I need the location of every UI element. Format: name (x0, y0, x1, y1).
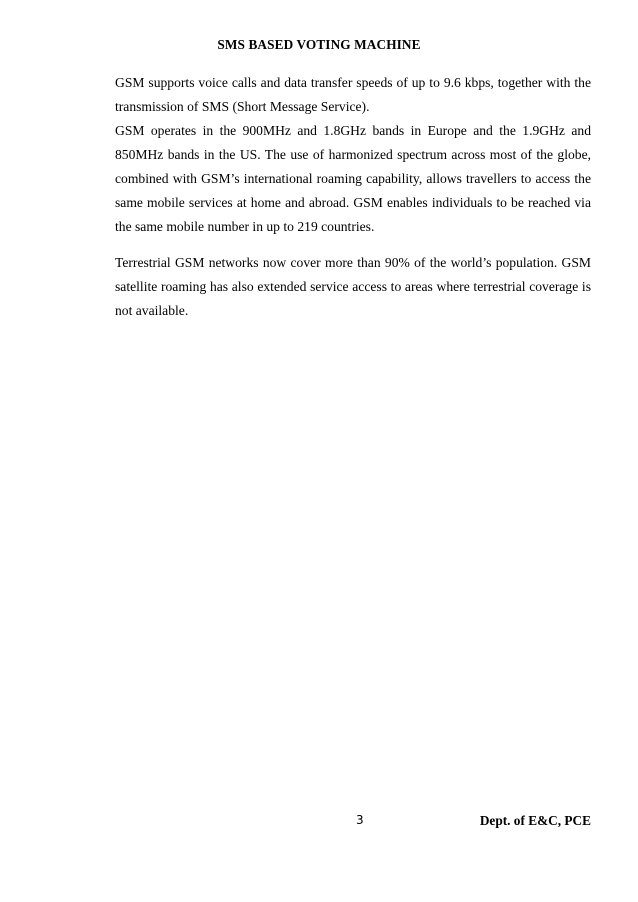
paragraph-gsm-voice-data: GSM supports voice calls and data transfer speeds of up to 9.6 kbps, together with the transmission of SMS (Short Message Service). (115, 75, 591, 114)
paragraph-gsm-bands: GSM operates in the 900MHz and 1.8GHz bands in Europe and the 1.9GHz and 850MHz bands in the US. The use of harmonized spectrum across most of the globe, combined with GSM’s international roaming capability, allows travellers to access the same mobile services at home and abroad. GSM enables individuals to be reached via the same mobile number in up to 219 countries. (115, 123, 591, 234)
page-number: 3 (356, 813, 364, 827)
page-footer (115, 813, 591, 833)
page-header-title: SMS BASED VOTING MACHINE (217, 37, 421, 52)
footer-department: Dept. of E&C, PCE (479, 813, 591, 828)
body-text (115, 71, 591, 323)
paragraph-gsm-coverage: Terrestrial GSM networks now cover more than 90% of the world’s population. GSM satellite roaming has also extended service access to areas where terrestrial coverage is not available. (115, 255, 591, 318)
